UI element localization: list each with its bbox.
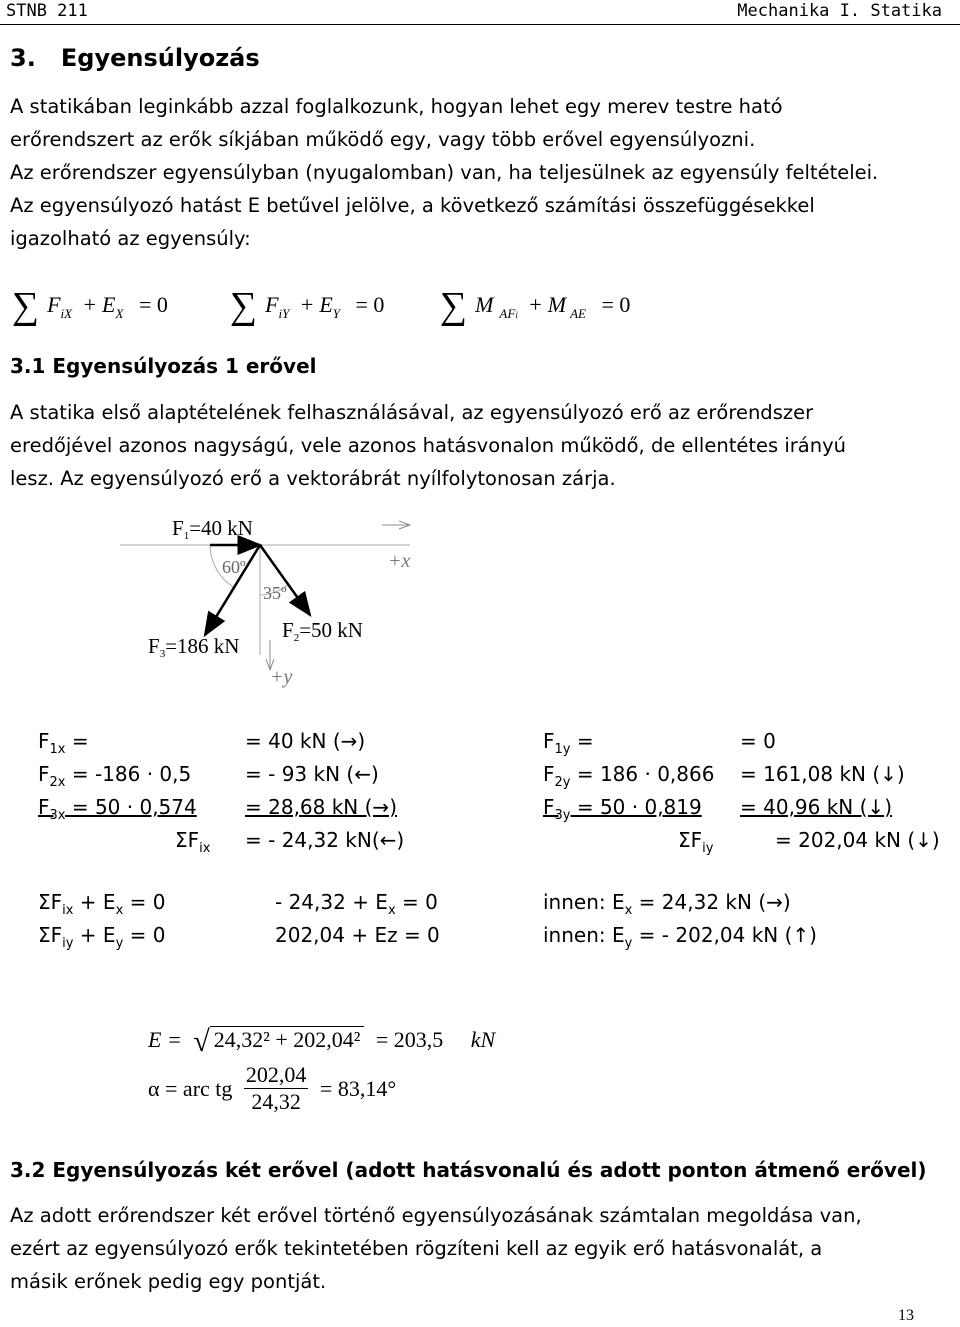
intro-line: Az egyensúlyozó hatást E betűvel jelölve, a következő számítási összefüggésekkel bbox=[10, 194, 815, 217]
header-course-code: STNB 211 bbox=[6, 1, 88, 21]
calc-sum-x-result: = - 24,32 kN(←) bbox=[245, 828, 405, 852]
equation-sum-x: ∑ $F_{iX} + E_X = 0$ bbox=[12, 285, 168, 327]
subsection-3-1-paragraph bbox=[10, 396, 950, 495]
text-line: ezért az egyensúlyozó erők tekintetében rögzíteni kell az egyik erő hatásvonalát, a bbox=[10, 1237, 823, 1260]
calc-sum-y: $\Sigma F_{iy}$ bbox=[678, 828, 714, 856]
page-header bbox=[0, 0, 960, 25]
equation-sum-moment: ∑ M $_{AFi}$ + M $_{AE}$ = 0 bbox=[440, 285, 631, 327]
text-line: másik erőnek pedig egy pontját. bbox=[10, 1270, 327, 1293]
formula-alpha: α = arc tg $\frac{202,04}{24,32}$ = 83,14° bbox=[148, 1062, 397, 1114]
text-line: eredőjével azonos nagyságú, vele azonos hatásvonalon működő, de ellentétes irányú bbox=[10, 434, 846, 457]
intro-line: Az erőrendszer egyensúlyban (nyugalomban) van, ha teljesülnek az egyensúly feltételei. bbox=[10, 161, 879, 184]
calc-f2y: $F_{2y} = 186 \cdot 0,866$ bbox=[543, 762, 715, 790]
result-ey: innen: $E_y$ = - 202,04 kN (↑) bbox=[543, 923, 817, 951]
formula-e-magnitude: E = √ 24,32² + 202,04² = 203,5 kN bbox=[148, 1025, 496, 1058]
calc-f1x-result: = 40 kN (→) bbox=[245, 729, 366, 753]
force-vector-f2 bbox=[260, 545, 310, 615]
angle-35-label: 35º bbox=[263, 583, 287, 603]
text-line: Az adott erőrendszer két erővel történő egyensúlyozásának számtalan megoldása van, bbox=[10, 1204, 862, 1227]
result-ex: innen: $E_x = 24,32$ kN (→) bbox=[543, 890, 791, 918]
calc-f1x: $F_{1x}$ = bbox=[38, 729, 89, 757]
calc-f3y-result: = 40,96 kN (↓) bbox=[740, 795, 892, 819]
calc-f3y: $F_{3y} = 50 \cdot 0,819$ bbox=[543, 795, 702, 823]
calc-f3x: $F_{3x} = 50 \cdot 0,574$ bbox=[38, 795, 197, 823]
force-diagram bbox=[110, 505, 430, 695]
balance-x: $\Sigma F_{ix} + E_x = 0$ bbox=[38, 890, 166, 918]
balance-y: $\Sigma F_{iy} + E_y = 0$ bbox=[38, 923, 166, 951]
y-axis-label: +y bbox=[270, 666, 293, 688]
intro-line: A statikában leginkább azzal foglalkozunk, hogyan lehet egy merev testre ható bbox=[10, 95, 783, 118]
subsection-title-3-1: 3.1 Egyensúlyozás 1 erővel bbox=[10, 354, 317, 378]
intro-paragraph bbox=[10, 90, 950, 255]
intro-line: erőrendszert az erők síkjában működő egy, vagy több erővel egyensúlyozni. bbox=[10, 128, 756, 151]
calc-f3x-result: = 28,68 kN (→) bbox=[245, 795, 397, 819]
x-axis-label: +x bbox=[388, 550, 411, 572]
calc-f2x: $F_{2x} = -186 \cdot 0,5$ bbox=[38, 762, 192, 790]
f1-label: F1=40 kN bbox=[172, 516, 253, 542]
subsection-title-3-2: 3.2 Egyensúlyozás két erővel (adott hatásvonalú és adott ponton átmenő erővel) bbox=[10, 1158, 927, 1182]
page-number: 13 bbox=[898, 1307, 914, 1324]
angle-60-label: 60º bbox=[222, 557, 246, 577]
subsection-3-2-paragraph bbox=[10, 1199, 950, 1298]
text-line: lesz. Az egyensúlyozó erő a vektorábrát nyílfolytonosan zárja. bbox=[10, 467, 616, 490]
balance-x-substituted: - $24,32 + E_x = 0$ bbox=[275, 890, 438, 918]
intro-line: igazolható az egyensúly: bbox=[10, 227, 251, 250]
section-title: 3. Egyensúlyozás bbox=[10, 44, 260, 72]
equation-sum-y: ∑ $F_{iY} + E_Y = 0$ bbox=[230, 285, 385, 327]
header-subject: Mechanika I. Statika bbox=[737, 1, 942, 21]
calc-f1y: $F_{1y}$ = bbox=[543, 729, 594, 757]
calc-f2y-result: = 161,08 kN (↓) bbox=[740, 762, 905, 786]
calc-f2x-result: = - 93 kN (←) bbox=[245, 762, 379, 786]
text-line: A statika első alaptételének felhasználásával, az egyensúlyozó erő az erőrendszer bbox=[10, 401, 814, 424]
balance-y-substituted: 202,04 + Ez = 0 bbox=[275, 923, 440, 947]
calc-sum-y-result: = 202,04 kN (↓) bbox=[775, 828, 940, 852]
f2-label: F2=50 kN bbox=[282, 618, 363, 644]
calc-f1y-result: = 0 bbox=[740, 729, 776, 753]
calc-sum-x: $\Sigma F_{ix}$ bbox=[175, 828, 211, 856]
f3-label: F3=186 kN bbox=[148, 634, 240, 660]
